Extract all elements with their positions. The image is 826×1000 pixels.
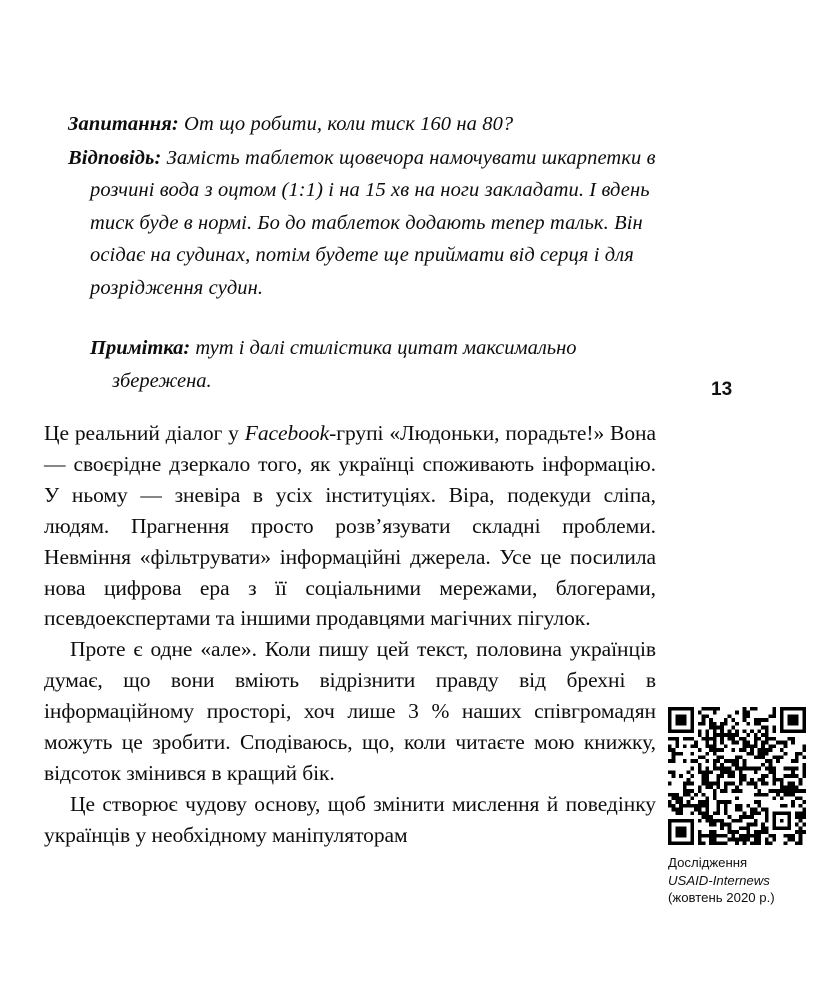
body-paragraph [44, 418, 656, 634]
qr-caption-line: (жовтень 2020 р.) [668, 890, 775, 905]
body-run: Проте є одне «але». Коли пишу цей текст, половина українців думає, що вони вміють відрізнити правду від брехні в інформаційному просторі, хоч лише 3 % наших співгромадян можуть це зробити. Сподіваюсь, що, коли читаєте мою книжку, відсоток змінився в кращий бік. [44, 637, 656, 785]
quote-answer [68, 142, 658, 305]
body-text [44, 418, 656, 851]
page-number: 13 [711, 379, 733, 400]
editorial-note [90, 332, 660, 397]
quote-question-label: Запитання: [68, 113, 179, 135]
quote-question-text: От що робити, коли тиск 160 на 80? [178, 113, 514, 135]
qr-code-icon[interactable] [668, 707, 806, 845]
note-paragraph [90, 332, 660, 397]
quote-block [68, 108, 658, 304]
body-run: Це реальний діалог у [44, 421, 245, 445]
note-label: Примітка: [90, 337, 191, 359]
body-run: Це створює чудову основу, щоб змінити мислення й поведінку українців у необхідному маніпуляторам [44, 791, 656, 847]
body-run: -групі «Людоньки, порадьте!» Вона — своєрідне дзеркало того, як українці споживають інформацію. У ньому — зневіра в усіх інституціях. Віра, подекуди сліпа, людям. Прагнення просто розв’язувати складні проблеми. Невміння «фільтрувати» інформаційні джерела. Усе це посилила нова цифрова ера з її соціальними мережами, блогерами, псевдоекспертами та іншими продавцями магічних пігулок. [44, 421, 656, 631]
qr-figure [668, 707, 818, 907]
quote-answer-text: Замість таблеток щовечора намочувати шкарпетки в розчині вода з оцтом (1:1) і на 15 хв на ноги закладати. І вдень тиск буде в нормі. Бо до таблеток додають тепер тальк. Він осідає на судинах, потім будете ще приймати від серця і для розрідження судин. [90, 146, 656, 299]
body-paragraph [44, 634, 656, 789]
quote-question [68, 108, 658, 141]
qr-caption [668, 854, 818, 907]
body-paragraph [44, 789, 656, 851]
emphasis-text: Facebook [244, 421, 330, 445]
note-text: тут і далі стилістика цитат максимально збережена. [112, 337, 577, 392]
qr-caption-line: Дослідження [668, 855, 748, 870]
quote-answer-label: Відповідь: [68, 146, 162, 169]
qr-caption-line: USAID-Internews [668, 872, 770, 888]
